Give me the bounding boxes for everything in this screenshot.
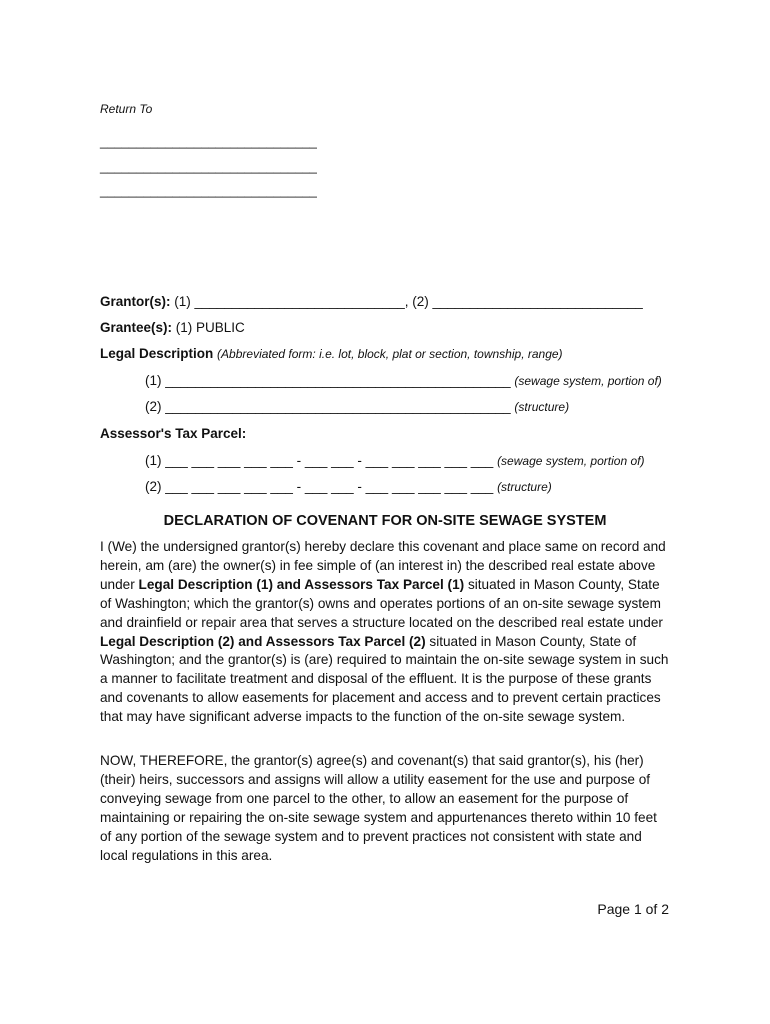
grantee-row — [100, 320, 245, 335]
grantee-value: (1) PUBLIC — [175, 320, 245, 335]
legal-description-row — [100, 346, 563, 361]
tax-parcel-item-2 — [145, 479, 552, 494]
document-heading: DECLARATION OF COVENANT FOR ON-SITE SEWAGE SYSTEM — [163, 513, 607, 529]
legal-description-label: Legal Description — [100, 346, 214, 361]
paragraph-1-bold-a: Legal Description (1) and Assessors Tax Parcel (1) — [138, 576, 465, 592]
page-number: Page 1 of 2 — [597, 901, 669, 917]
return-to-line-2[interactable]: ______________________________ — [100, 159, 317, 174]
legal-description-blank-2[interactable]: (2) ______________________________________________ — [145, 399, 511, 414]
grantee-label: Grantee(s): — [100, 320, 173, 335]
tax-parcel-note-1: (sewage system, portion of) — [497, 454, 645, 468]
paragraph-1-text-a: I (We) the undersigned grantor(s) hereby declare this covenant and place same on record and herein, am (are) the owner(s) in fee simple of (an interest in) the described real estate above under — [100, 539, 666, 592]
covenant-paragraph-1 — [100, 538, 670, 727]
tax-parcel-row — [100, 426, 246, 441]
legal-description-item-1 — [145, 373, 662, 388]
grantor-label: Grantor(s): — [100, 294, 171, 309]
grantor-row — [100, 294, 643, 309]
tax-parcel-blank-2[interactable]: (2) ___ ___ ___ ___ ___ - ___ ___ - ___ ___ ___ ___ ___ — [145, 479, 494, 494]
legal-description-blank-1[interactable]: (1) ______________________________________________ — [145, 373, 511, 388]
legal-description-note: (Abbreviated form: i.e. lot, block, plat or section, township, range) — [217, 347, 563, 361]
grantor-value[interactable]: (1) ____________________________, (2) ____________________________ — [174, 294, 643, 309]
legal-description-note-1: (sewage system, portion of) — [514, 374, 662, 388]
legal-description-item-2 — [145, 399, 569, 414]
covenant-paragraph-2 — [100, 752, 670, 865]
paragraph-1-bold-b: Legal Description (2) and Assessors Tax Parcel (2) — [100, 633, 426, 649]
paragraph-2-text: NOW, THEREFORE, the grantor(s) agree(s) and covenant(s) that said grantor(s), his (her) (their) heirs, successors and assigns will allow a utility easement for the use and purpose of conveying sewage from one parcel to the other, to allow an easement for the purpose of maintaining or repairing the on-site sewage system and appurtenances thereto within 10 feet of any portion of the sewage system and to prevent practices not consistent with state and local regulations in this area. — [100, 753, 657, 863]
tax-parcel-blank-1[interactable]: (1) ___ ___ ___ ___ ___ - ___ ___ - ___ ___ ___ ___ ___ — [145, 453, 494, 468]
tax-parcel-label: Assessor's Tax Parcel: — [100, 426, 247, 441]
return-to-line-1[interactable]: ______________________________ — [100, 134, 317, 149]
return-to-line-3[interactable]: ______________________________ — [100, 183, 317, 198]
paragraph-1-text-c: situated in Mason County, State of Washington; and the grantor(s) is (are) required to maintain the on-site sewage system in such a manner to facilitate treatment and disposal of the effluent. It is the purpose of these grants and covenants to allow easements for placement and access and to prevent certain practices that may have significant adverse impacts to the function of the on-site sewage system. — [100, 633, 669, 725]
tax-parcel-note-2: (structure) — [497, 480, 552, 494]
paragraph-1-text-b: situated in Mason County, State of Washington; which the grantor(s) owns and operates portions of an on-site sewage system and drainfield or repair area that serves a structure located on the described real estate under — [100, 576, 663, 630]
tax-parcel-item-1 — [145, 453, 644, 468]
return-to-label: Return To — [100, 102, 153, 116]
legal-description-note-2: (structure) — [514, 400, 570, 414]
